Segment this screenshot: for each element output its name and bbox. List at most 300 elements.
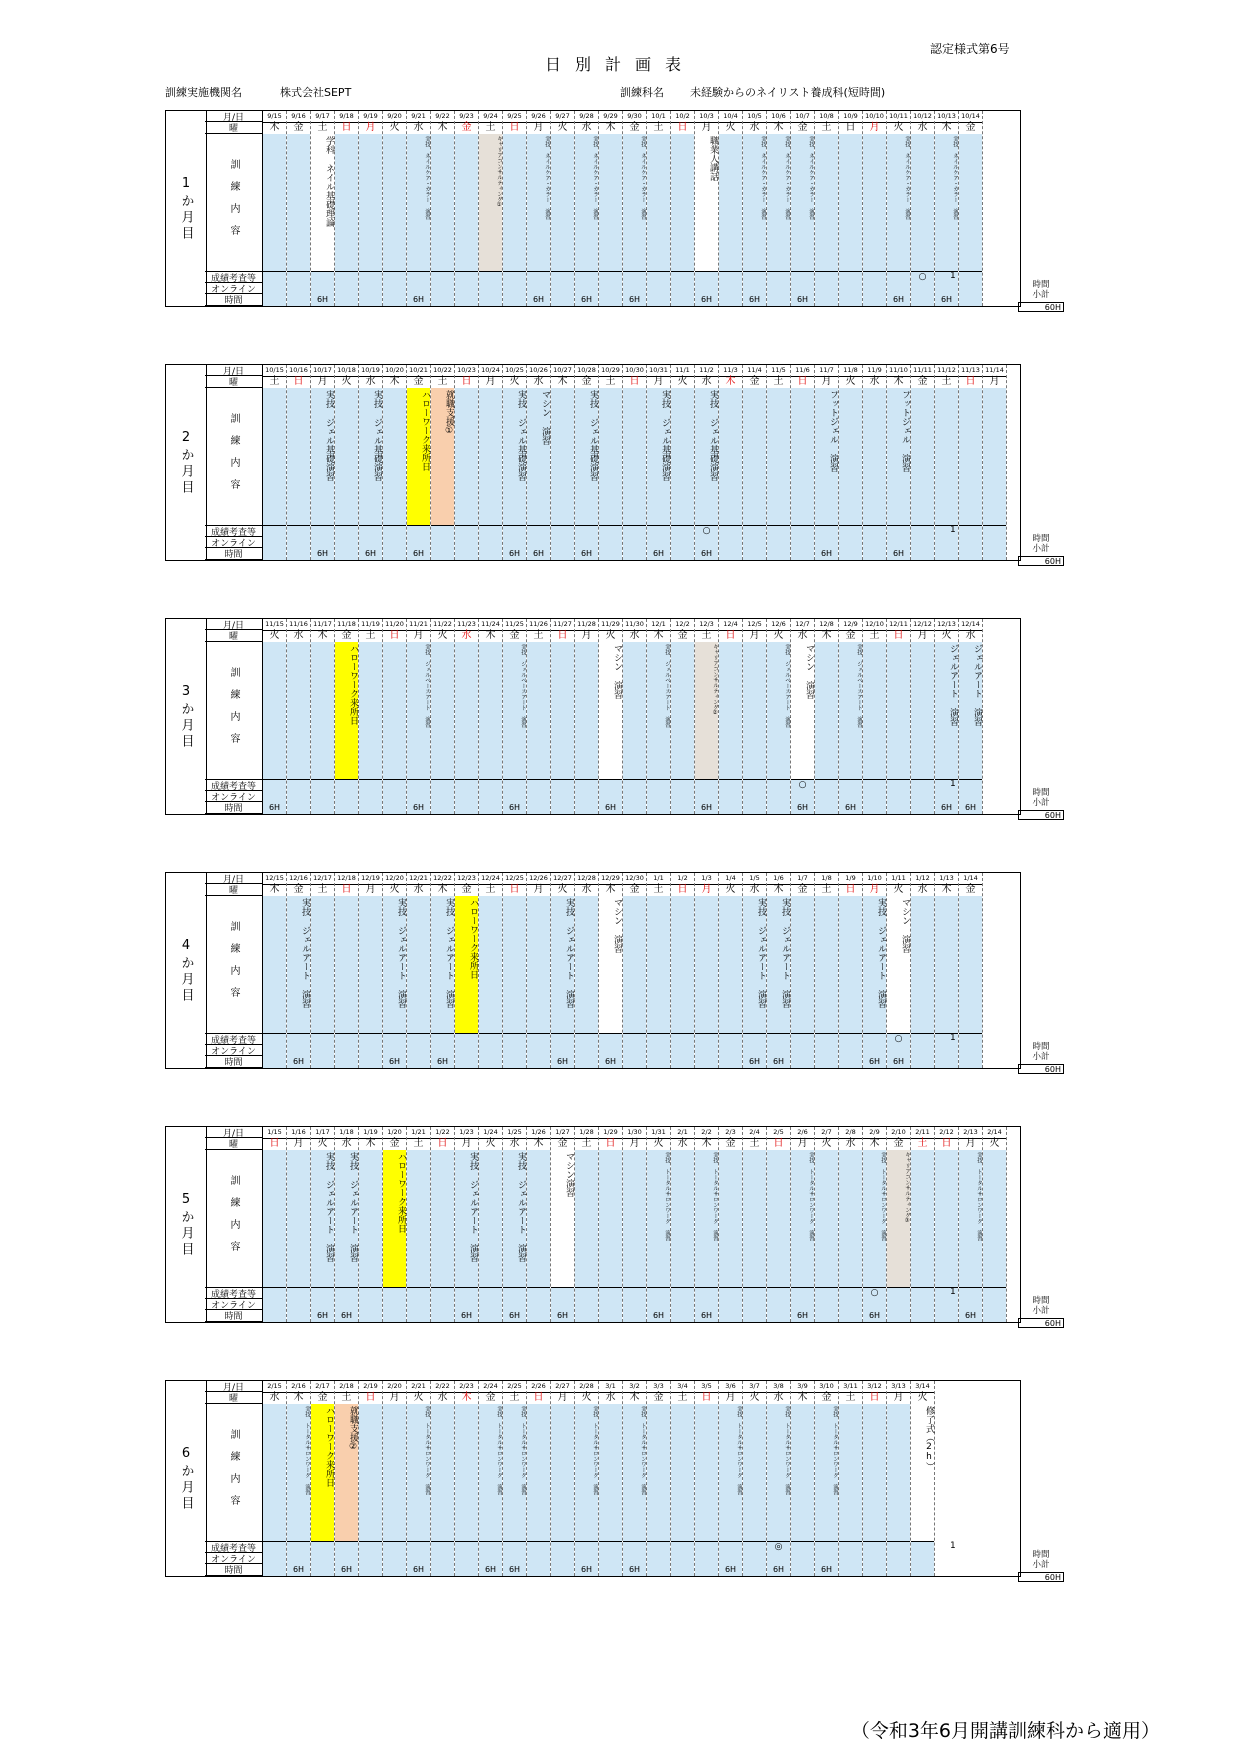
day-of-week: 金 <box>335 630 358 643</box>
hours-cell <box>431 802 454 814</box>
training-content-cell <box>551 1404 574 1542</box>
day-column <box>887 1381 911 1576</box>
day-of-week: 水 <box>575 884 598 897</box>
hours-subtotal-label: 時間 小計 <box>1032 788 1050 808</box>
day-of-week: 土 <box>815 122 838 135</box>
training-content-cell <box>503 388 526 526</box>
day-column <box>623 1381 647 1576</box>
day-column <box>671 873 695 1068</box>
training-content-cell <box>599 642 622 780</box>
hours-cell: 6H <box>743 1056 766 1068</box>
day-of-week: 水 <box>335 1138 358 1151</box>
hours-subtotal-label: 時間 小計 <box>1032 1550 1050 1570</box>
hours-cell <box>335 1056 358 1068</box>
training-content-cell <box>719 896 742 1034</box>
hours-cell <box>719 548 742 560</box>
day-date: 2/14 <box>983 1127 1006 1139</box>
hours-cell: 6H <box>695 1310 718 1322</box>
hours-cell <box>839 1056 862 1068</box>
day-column <box>263 111 287 306</box>
hours-cell: 6H <box>263 802 286 814</box>
day-of-week: 月 <box>647 376 670 389</box>
training-content: 実技 ジェルアート 演習 <box>300 898 310 1008</box>
day-date: 1/29 <box>599 1127 622 1139</box>
training-content-cell <box>455 1150 478 1288</box>
hours-cell: 6H <box>575 548 598 560</box>
day-column <box>815 873 839 1068</box>
day-date: 11/19 <box>359 619 382 631</box>
day-column <box>599 111 623 306</box>
training-content: キャリアコンサルティング③ <box>904 1152 910 1224</box>
day-column <box>767 111 791 306</box>
hours-cell: 6H <box>383 1056 406 1068</box>
hours-cell: 6H <box>623 294 646 306</box>
training-content-cell <box>335 642 358 780</box>
hours-cell <box>911 1310 934 1322</box>
training-content: 実技 トータルサロンワーク 演習 <box>712 1152 718 1241</box>
day-date: 1/7 <box>791 873 814 885</box>
hours-total: 60H <box>1018 556 1064 566</box>
day-of-week: 水 <box>743 884 766 897</box>
day-column <box>839 619 863 814</box>
row-label: 時間 <box>205 294 263 306</box>
hours-cell <box>791 1056 814 1068</box>
day-column <box>647 619 671 814</box>
training-content-cell <box>335 1404 358 1542</box>
training-content-cell <box>311 134 334 272</box>
day-column <box>863 1381 887 1576</box>
day-of-week: 土 <box>575 1138 598 1151</box>
day-column <box>383 365 407 560</box>
month-label <box>165 110 207 307</box>
day-date: 11/25 <box>503 619 526 631</box>
day-of-week: 火 <box>503 376 526 389</box>
day-column <box>359 365 383 560</box>
hours-cell <box>887 802 910 814</box>
training-content-cell <box>527 896 550 1034</box>
day-column <box>407 1127 431 1322</box>
training-content-cell <box>647 896 670 1034</box>
org-name: 株式会社SEPT <box>280 86 352 99</box>
day-of-week: 木 <box>887 376 910 389</box>
hours-cell: 6H <box>407 1564 430 1576</box>
day-date: 12/6 <box>767 619 790 631</box>
day-of-week: 水 <box>839 1138 862 1151</box>
day-date: 2/13 <box>959 1127 982 1139</box>
hours-cell <box>839 1564 862 1576</box>
training-content-cell <box>527 388 550 526</box>
row-label: 時間 <box>205 1310 263 1322</box>
hours-cell: 6H <box>887 1056 910 1068</box>
day-of-week: 水 <box>431 1392 454 1405</box>
training-content: 実技 ジェルアート 演習 <box>564 898 574 1008</box>
training-content-cell <box>479 134 502 272</box>
hours-cell <box>479 548 502 560</box>
day-date: 12/23 <box>455 873 478 885</box>
day-of-week: 月 <box>359 122 382 135</box>
training-content: 実技 ジェルアート 演習 <box>780 898 790 1008</box>
day-date: 11/13 <box>959 365 982 377</box>
training-content-cell <box>263 1150 286 1288</box>
day-column <box>719 365 743 560</box>
hours-cell: 6H <box>887 294 910 306</box>
training-content-cell <box>623 1150 646 1288</box>
day-of-week: 水 <box>791 630 814 643</box>
training-content-cell <box>719 134 742 272</box>
training-content: 実技 ネイルケア・カラー 演習 <box>424 136 430 220</box>
day-date: 11/14 <box>983 365 1006 377</box>
month-label-text: 5か月目 <box>178 1191 194 1258</box>
hours-cell: 6H <box>407 548 430 560</box>
day-date: 1/13 <box>935 873 958 885</box>
form-number: 認定様式第6号 <box>930 42 1010 56</box>
day-date: 10/24 <box>479 365 502 377</box>
training-content: 実技 ジェルベースアート 演習 <box>856 644 862 728</box>
day-column <box>551 873 575 1068</box>
hours-cell <box>263 294 286 306</box>
row-label: オンライン <box>205 1299 263 1310</box>
day-of-week: 金 <box>647 1392 670 1405</box>
day-date: 11/24 <box>479 619 502 631</box>
hours-cell: 6H <box>599 802 622 814</box>
training-content: 実技 トータルサロンワーク 演習 <box>832 1406 838 1495</box>
hours-subtotal-label: 時間 小計 <box>1032 534 1050 554</box>
day-of-week: 火 <box>743 1392 766 1405</box>
day-of-week: 金 <box>287 122 310 135</box>
day-date: 12/15 <box>263 873 286 885</box>
day-of-week: 金 <box>671 630 694 643</box>
training-content-cell <box>743 1150 766 1288</box>
day-of-week: 月 <box>407 630 430 643</box>
day-of-week: 月 <box>575 630 598 643</box>
day-column <box>407 365 431 560</box>
day-date: 12/8 <box>815 619 838 631</box>
day-of-week: 金 <box>959 122 982 135</box>
day-date: 12/26 <box>527 873 550 885</box>
hours-cell <box>911 548 934 560</box>
training-content-cell <box>407 642 430 780</box>
training-content-cell <box>575 134 598 272</box>
training-content-cell <box>383 896 406 1034</box>
hours-cell <box>479 1310 502 1322</box>
training-content: 実技 ジェルアート 演習 <box>348 1152 358 1262</box>
day-date: 1/28 <box>575 1127 598 1139</box>
hours-cell <box>863 294 886 306</box>
row-label: 曜 <box>205 630 263 642</box>
training-content-cell <box>839 1150 862 1288</box>
training-content-cell <box>335 388 358 526</box>
training-content-cell <box>719 1150 742 1288</box>
row-label: オンライン <box>205 791 263 802</box>
training-content-cell <box>767 1404 790 1542</box>
training-content-cell <box>479 896 502 1034</box>
training-content: 実技 ジェルベースアート 演習 <box>664 644 670 728</box>
training-content-cell <box>311 896 334 1034</box>
day-of-week: 日 <box>263 1138 286 1151</box>
training-content: 学科 ネイル基礎理論 <box>324 136 334 227</box>
day-of-week: 水 <box>767 1392 790 1405</box>
day-column <box>383 619 407 814</box>
day-of-week: 水 <box>263 1392 286 1405</box>
day-date: 1/25 <box>503 1127 526 1139</box>
day-date: 2/25 <box>503 1381 526 1393</box>
day-column <box>503 365 527 560</box>
hours-cell: 6H <box>623 1564 646 1576</box>
row-label: 月/日 <box>205 1381 263 1392</box>
day-of-week: 日 <box>935 1138 958 1151</box>
hours-cell <box>575 1056 598 1068</box>
hours-cell: 6H <box>935 294 958 306</box>
day-column <box>623 619 647 814</box>
row-label: 曜 <box>205 884 263 896</box>
training-content-cell <box>599 896 622 1034</box>
day-of-week: 火 <box>647 1138 670 1151</box>
training-content-cell <box>431 1404 454 1542</box>
training-content: 実技 ネイルケア・カラー 演習 <box>952 136 958 220</box>
day-of-week: 日 <box>959 376 982 389</box>
day-column <box>863 365 887 560</box>
training-content: 修了式（2h） <box>924 1406 934 1471</box>
day-of-week: 土 <box>527 630 550 643</box>
day-column <box>527 1127 551 1322</box>
hours-cell <box>671 548 694 560</box>
training-content-cell <box>407 1150 430 1288</box>
hours-cell: 6H <box>791 1310 814 1322</box>
training-content-cell <box>503 1150 526 1288</box>
day-of-week: 金 <box>407 376 430 389</box>
training-content-cell <box>695 896 718 1034</box>
day-column <box>911 873 935 1068</box>
day-date: 10/5 <box>743 111 766 123</box>
hours-cell <box>647 1564 670 1576</box>
day-date: 2/10 <box>887 1127 910 1139</box>
training-content-cell <box>767 1150 790 1288</box>
day-of-week: 火 <box>407 1392 430 1405</box>
day-of-week: 月 <box>527 884 550 897</box>
day-date: 10/3 <box>695 111 718 123</box>
day-column <box>311 619 335 814</box>
training-content-cell <box>743 388 766 526</box>
day-of-week: 火 <box>887 122 910 135</box>
hours-cell <box>839 1310 862 1322</box>
day-column <box>743 619 767 814</box>
day-date: 1/16 <box>287 1127 310 1139</box>
row-label: 時間 <box>205 548 263 560</box>
training-content-cell <box>575 1404 598 1542</box>
training-content-cell <box>887 134 910 272</box>
day-column <box>503 111 527 306</box>
exam-cell: ○ <box>695 526 718 538</box>
training-content: 実技 トータルサロンワーク 演習 <box>736 1406 742 1495</box>
hours-cell <box>383 294 406 306</box>
training-content-cell <box>599 388 622 526</box>
hours-cell <box>359 294 382 306</box>
day-column <box>383 1127 407 1322</box>
day-of-week: 火 <box>983 1138 1006 1151</box>
day-of-week: 土 <box>479 884 502 897</box>
training-content: 実技 ネイルケア・カラー 演習 <box>592 136 598 220</box>
training-content-cell <box>335 1150 358 1288</box>
day-column <box>767 1381 791 1576</box>
training-content-cell <box>839 388 862 526</box>
hours-cell <box>959 294 982 306</box>
day-date: 1/24 <box>479 1127 502 1139</box>
day-date: 2/1 <box>671 1127 694 1139</box>
training-content-cell <box>671 1404 694 1542</box>
day-of-week: 火 <box>719 884 742 897</box>
day-date: 1/21 <box>407 1127 430 1139</box>
hours-cell <box>431 548 454 560</box>
day-of-week: 金 <box>719 1138 742 1151</box>
day-column <box>575 1381 599 1576</box>
day-date: 9/16 <box>287 111 310 123</box>
month-block <box>165 1126 1020 1323</box>
day-of-week: 月 <box>527 122 550 135</box>
day-date: 3/6 <box>719 1381 742 1393</box>
day-of-week: 日 <box>335 884 358 897</box>
day-date: 2/5 <box>767 1127 790 1139</box>
training-content-cell <box>959 896 982 1034</box>
day-column <box>455 365 479 560</box>
day-date: 11/2 <box>695 365 718 377</box>
training-content: 実技 トータルサロンワーク 演習 <box>664 1152 670 1241</box>
training-content: 実技 ジェルアート 演習 <box>324 1152 334 1262</box>
day-column <box>383 111 407 306</box>
day-column <box>815 1127 839 1322</box>
day-of-week: 月 <box>359 884 382 897</box>
day-of-week: 火 <box>551 122 574 135</box>
row-label: 時間 <box>205 1056 263 1068</box>
row-label: 訓練内容 <box>205 388 263 526</box>
row-label: 訓練内容 <box>205 642 263 780</box>
training-content-cell <box>407 1404 430 1542</box>
day-of-week: 火 <box>383 122 406 135</box>
day-date: 11/10 <box>887 365 910 377</box>
day-date: 2/27 <box>551 1381 574 1393</box>
day-of-week: 木 <box>551 376 574 389</box>
day-date: 12/29 <box>599 873 622 885</box>
training-content-cell <box>479 388 502 526</box>
day-date: 2/22 <box>431 1381 454 1393</box>
day-of-week: 水 <box>863 376 886 389</box>
day-column <box>503 1127 527 1322</box>
day-date: 11/27 <box>551 619 574 631</box>
day-column <box>599 619 623 814</box>
day-column <box>287 365 311 560</box>
training-content: 実技 ジェルアート 演習 <box>516 1152 526 1262</box>
day-date: 2/23 <box>455 1381 478 1393</box>
day-of-week: 日 <box>767 1138 790 1151</box>
day-of-week: 水 <box>911 122 934 135</box>
day-date: 1/31 <box>647 1127 670 1139</box>
month-label <box>165 618 207 815</box>
training-content-cell <box>791 642 814 780</box>
day-date: 9/17 <box>311 111 334 123</box>
day-of-week: 土 <box>647 122 670 135</box>
day-column <box>479 1381 503 1576</box>
day-column <box>311 111 335 306</box>
training-content-cell <box>311 1150 334 1288</box>
row-label: 成績考査等 <box>205 526 263 537</box>
footer-note: （令和3年6月開講訓練科から適用） <box>850 1720 1160 1742</box>
day-date: 11/30 <box>623 619 646 631</box>
training-content: 実技 トータルサロンワーク 演習 <box>784 1406 790 1495</box>
day-column <box>431 873 455 1068</box>
day-of-week: 木 <box>623 1392 646 1405</box>
day-of-week: 水 <box>455 630 478 643</box>
day-date: 3/8 <box>767 1381 790 1393</box>
training-content: ハローワーク来所日 <box>420 390 430 471</box>
day-column <box>431 1381 455 1576</box>
training-content: ハローワーク来所日 <box>348 644 358 725</box>
training-content: 実技 ネイルケア・カラー 演習 <box>640 136 646 220</box>
day-date: 12/19 <box>359 873 382 885</box>
day-of-week: 日 <box>671 884 694 897</box>
training-content: 就職支援① <box>444 390 454 436</box>
training-content: キャリアコンサルティング② <box>712 644 718 716</box>
hours-cell <box>911 802 934 814</box>
training-content-cell <box>407 388 430 526</box>
day-column <box>599 1381 623 1576</box>
training-content-cell <box>527 642 550 780</box>
day-date: 10/2 <box>671 111 694 123</box>
day-of-week: 木 <box>311 630 334 643</box>
day-of-week: 木 <box>431 884 454 897</box>
hours-cell <box>455 1564 478 1576</box>
row-label: オンライン <box>205 1045 263 1056</box>
training-content-cell <box>575 388 598 526</box>
day-of-week: 日 <box>503 884 526 897</box>
training-content-cell <box>263 134 286 272</box>
training-content-cell <box>719 642 742 780</box>
hours-total: 60H <box>1018 1318 1064 1328</box>
hours-cell <box>599 548 622 560</box>
day-date: 9/26 <box>527 111 550 123</box>
hours-cell <box>527 1056 550 1068</box>
row-label: 訓練内容 <box>205 134 263 272</box>
hours-cell <box>719 802 742 814</box>
training-content-cell <box>815 642 838 780</box>
hours-cell <box>287 548 310 560</box>
day-of-week: 木 <box>767 122 790 135</box>
day-date: 10/17 <box>311 365 334 377</box>
training-content-cell <box>959 134 982 272</box>
day-of-week: 日 <box>863 1392 886 1405</box>
day-column <box>551 619 575 814</box>
hours-cell: 6H <box>311 548 334 560</box>
day-of-week: 水 <box>695 376 718 389</box>
day-date: 2/16 <box>287 1381 310 1393</box>
training-content: 実技 ジェルアート 演習 <box>876 898 886 1008</box>
day-date: 2/17 <box>311 1381 334 1393</box>
training-content-cell <box>551 1150 574 1288</box>
day-column <box>263 873 287 1068</box>
day-date: 10/1 <box>647 111 670 123</box>
day-date: 12/24 <box>479 873 502 885</box>
day-of-week: 日 <box>455 376 478 389</box>
day-column <box>863 1127 887 1322</box>
training-content-cell <box>455 642 478 780</box>
hours-cell: 6H <box>959 802 982 814</box>
training-content-cell <box>887 1404 910 1542</box>
training-content-cell <box>695 642 718 780</box>
day-date: 3/7 <box>743 1381 766 1393</box>
training-content-cell <box>671 1150 694 1288</box>
day-date: 3/4 <box>671 1381 694 1393</box>
day-of-week: 月 <box>791 1138 814 1151</box>
day-date: 11/23 <box>455 619 478 631</box>
training-content-cell <box>863 642 886 780</box>
